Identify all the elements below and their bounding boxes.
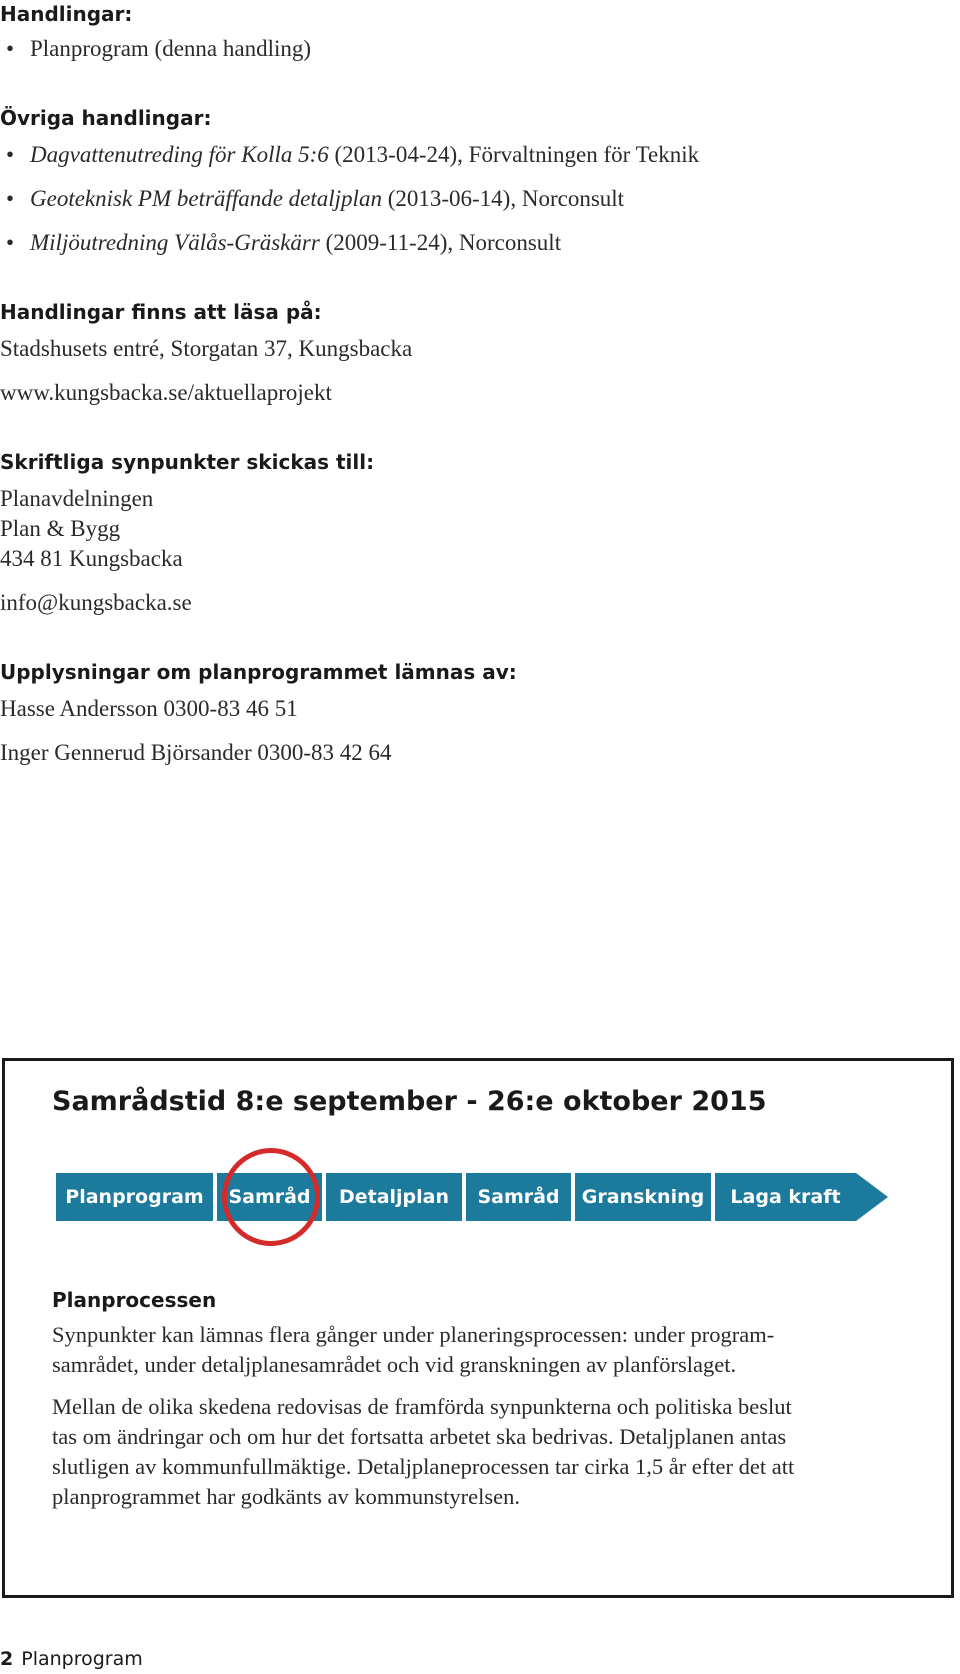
- process-step-granskning: Granskning: [575, 1173, 711, 1221]
- upplysningar-contact1: Hasse Andersson 0300-83 46 51: [0, 696, 298, 721]
- upplysningar-contact2: Inger Gennerud Björsander 0300-83 42 64: [0, 740, 392, 765]
- paragraph-line: samrådet, under detaljplanesamrådet och vid granskningen av planförslaget.: [52, 1352, 737, 1377]
- footer-label: Planprogram: [21, 1648, 143, 1670]
- paragraph-line: slutligen av kommunfullmäktige. Detaljplaneprocessen tar cirka 1,5 år efter det att: [52, 1454, 795, 1479]
- page-footer: [0, 1648, 143, 1670]
- ovriga-item-rest: (2009-11-24), Norconsult: [319, 230, 562, 255]
- ovriga-item-title: Geoteknisk PM beträffande detaljplan: [30, 186, 382, 211]
- page-number: 2: [0, 1648, 14, 1670]
- bullet-icon: •: [6, 142, 15, 167]
- ovriga-heading: Övriga handlingar:: [0, 106, 212, 130]
- synpunkter-line2: Plan & Bygg: [0, 516, 121, 541]
- paragraph-line: planprogrammet har godkänts av kommunstyrelsen.: [52, 1484, 521, 1509]
- synpunkter-heading: Skriftliga synpunkter skickas till:: [0, 450, 375, 474]
- bullet-icon: •: [6, 186, 15, 211]
- bullet-icon: •: [6, 36, 15, 61]
- finns-address: Stadshusets entré, Storgatan 37, Kungsbacka: [0, 336, 413, 361]
- process-arrow-icon: [856, 1173, 888, 1221]
- process-step-detaljplan: Detaljplan: [326, 1173, 462, 1221]
- planprocessen-heading: Planprocessen: [52, 1288, 217, 1312]
- ovriga-item: [6, 230, 561, 256]
- handlingar-heading: Handlingar:: [0, 2, 133, 26]
- ovriga-item-title: Miljöutredning Välås-Gräskärr: [30, 230, 320, 255]
- ovriga-item: [6, 142, 699, 168]
- ovriga-item-title: Dagvattenutreding för Kolla 5:6: [30, 142, 329, 167]
- handlingar-item-text: Planprogram (denna handling): [30, 36, 312, 61]
- upplysningar-heading: Upplysningar om planprogrammet lämnas av:: [0, 660, 517, 684]
- paragraph-line: Mellan de olika skedena redovisas de framförda synpunkterna och politiska beslut: [52, 1394, 792, 1419]
- process-step-planprogram: Planprogram: [56, 1173, 213, 1221]
- samradstid-title: Samrådstid 8:e september - 26:e oktober 2015: [52, 1086, 767, 1117]
- paragraph-line: Synpunkter kan lämnas flera gånger under planeringsprocessen: under program-: [52, 1322, 775, 1347]
- process-step-samrad-1: Samråd: [217, 1173, 322, 1221]
- planprocessen-paragraph-2: [52, 1392, 922, 1512]
- ovriga-item-rest: (2013-06-14), Norconsult: [381, 186, 625, 211]
- synpunkter-email-link[interactable]: info@kungsbacka.se: [0, 590, 192, 615]
- synpunkter-line1: Planavdelningen: [0, 486, 154, 511]
- process-step-samrad-2: Samråd: [466, 1173, 571, 1221]
- ovriga-item: [6, 186, 624, 212]
- bullet-icon: •: [6, 230, 15, 255]
- paragraph-line: tas om ändringar och om hur det fortsatta arbetet ska bedrivas. Detaljplanen antas: [52, 1424, 787, 1449]
- highlight-circle-icon: [222, 1148, 320, 1246]
- process-step-laga-kraft: Laga kraft: [715, 1173, 856, 1221]
- planprocessen-paragraph-1: [52, 1320, 922, 1380]
- handlingar-item: [6, 36, 311, 62]
- synpunkter-line3: 434 81 Kungsbacka: [0, 546, 183, 571]
- finns-heading: Handlingar finns att läsa på:: [0, 300, 322, 324]
- finns-url-link[interactable]: www.kungsbacka.se/aktuellaprojekt: [0, 380, 332, 405]
- ovriga-item-rest: (2013-04-24), Förvaltningen för Teknik: [328, 142, 700, 167]
